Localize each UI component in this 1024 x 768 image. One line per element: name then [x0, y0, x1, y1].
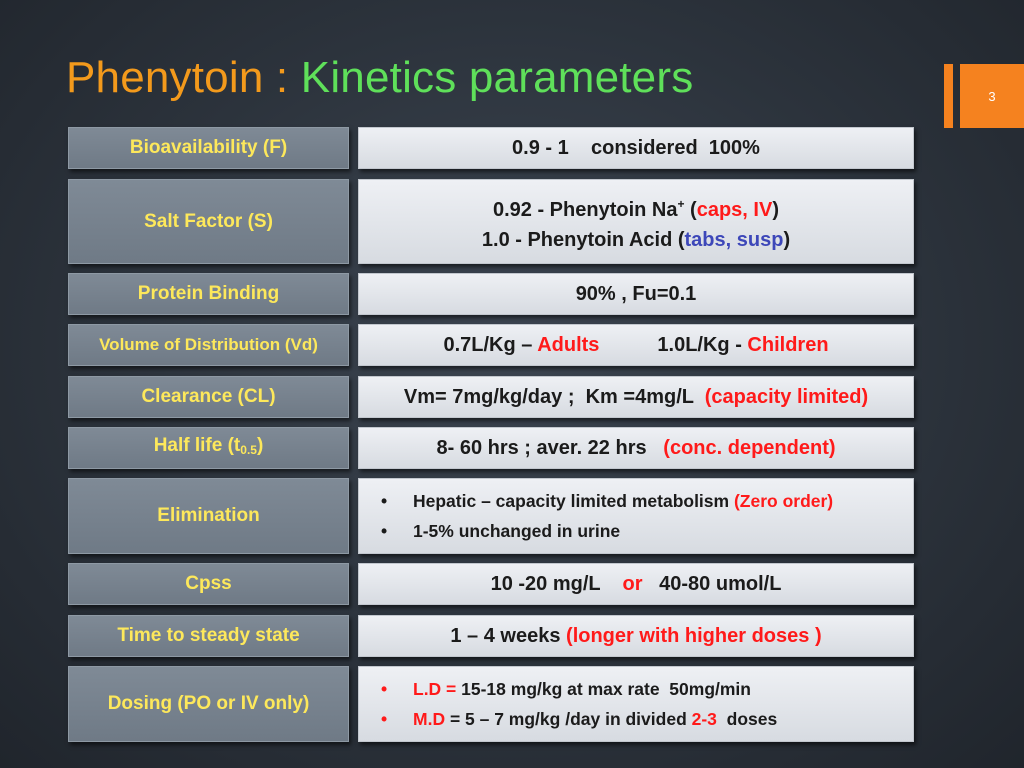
bullet-icon: •	[381, 709, 388, 729]
value-cell	[358, 273, 914, 315]
table-row-volume-of-distribution	[68, 324, 914, 366]
list-item: • 1-5% unchanged in urine	[377, 516, 913, 546]
row-label: Protein Binding	[137, 283, 280, 304]
title-prefix: Phenytoin :	[66, 53, 301, 102]
label-cell	[68, 563, 349, 605]
label-cell	[68, 427, 349, 469]
row-value: 1 – 4 weeks (longer with higher doses )	[450, 625, 822, 647]
label-cell	[68, 324, 349, 366]
label-cell	[68, 127, 349, 169]
highlight-red: (capacity limited)	[704, 386, 869, 408]
label-cell	[68, 615, 349, 657]
row-label: Elimination	[157, 505, 260, 526]
row-label: Bioavailability (F)	[129, 137, 288, 158]
list-item: • L.D = 15-18 mg/kg at max rate 50mg/min	[377, 674, 913, 704]
value-cell	[358, 324, 914, 366]
table-row-salt-factor	[68, 179, 914, 264]
highlight-red: (longer with higher doses )	[566, 625, 822, 647]
highlight-red: L.D =	[413, 679, 462, 699]
subscript: 0.5	[240, 443, 257, 457]
row-label: Salt Factor (S)	[144, 210, 273, 232]
row-value: 8- 60 hrs ; aver. 22 hrs (conc. dependent)	[436, 437, 836, 459]
table-row-cpss	[68, 563, 914, 605]
slide-title	[66, 50, 693, 106]
value-cell	[358, 478, 914, 554]
table-row-elimination	[68, 478, 914, 554]
value-cell	[358, 427, 914, 469]
value-cell	[358, 615, 914, 657]
highlight-red: or	[622, 573, 643, 595]
value-cell	[358, 179, 914, 264]
label-cell	[68, 666, 349, 742]
row-value: 10 -20 mg/L or 40-80 umol/L	[490, 573, 782, 595]
highlight-blue: tabs, susp	[684, 228, 784, 251]
label-cell	[68, 376, 349, 418]
highlight-red: caps, IV	[696, 198, 773, 221]
row-value: 0.9 - 1 considered 100%	[512, 137, 760, 159]
bullet-list	[359, 486, 913, 546]
table-row-time-to-steady-state	[68, 615, 914, 657]
row-label: Dosing (PO or IV only)	[107, 693, 310, 714]
highlight-red: M.D	[413, 709, 446, 729]
table-row-clearance	[68, 376, 914, 418]
row-label: Clearance (CL)	[141, 386, 276, 407]
highlight-red: 2-3	[691, 709, 717, 729]
highlight-red: (conc. dependent)	[663, 437, 836, 459]
row-label: Volume of Distribution (Vd)	[99, 335, 318, 354]
row-value: 90% , Fu=0.1	[575, 283, 697, 305]
label-cell	[68, 179, 349, 264]
row-value: 0.7L/Kg – Adults 1.0L/Kg - Children	[443, 334, 829, 356]
value-cell	[358, 563, 914, 605]
row-label: Half life $(t_{0.5})$	[153, 435, 264, 457]
label-cell	[68, 478, 349, 554]
table-row-half-life	[68, 427, 914, 469]
table-row-protein-binding	[68, 273, 914, 315]
value-cell	[358, 376, 914, 418]
list-item: • Hepatic – capacity limited metabolism (Zero order)	[377, 486, 913, 516]
bullet-list	[359, 674, 913, 734]
superscript: +	[677, 196, 685, 211]
highlight-red: (Zero order)	[733, 491, 834, 511]
accent-bar	[944, 64, 953, 128]
value-line-2: 1.0 - Phenytoin Acid (tabs, susp)	[481, 228, 791, 251]
highlight-red: Adults	[537, 334, 600, 356]
value-cell	[358, 127, 914, 169]
list-item: • M.D = 5 – 7 mg/kg /day in divided 2-3 doses	[377, 704, 913, 734]
bullet-icon: •	[381, 679, 388, 699]
highlight-red: Children	[747, 334, 829, 356]
bullet-icon: •	[381, 521, 388, 541]
table-row-bioavailability	[68, 127, 914, 169]
row-label: Time to steady state	[117, 625, 300, 646]
value-cell	[358, 666, 914, 742]
bullet-icon: •	[381, 491, 388, 511]
title-main: Kinetics parameters	[300, 53, 694, 102]
row-label: Cpss	[185, 573, 232, 594]
label-cell	[68, 273, 349, 315]
value-line-1: 0.92 - Phenytoin Na+ (caps, IV)	[492, 196, 779, 221]
table-row-dosing	[68, 666, 914, 742]
row-value: Vm= 7mg/kg/day ; Km =4mg/L (capacity limited)	[403, 386, 869, 408]
slide-number: 3	[960, 64, 1024, 128]
